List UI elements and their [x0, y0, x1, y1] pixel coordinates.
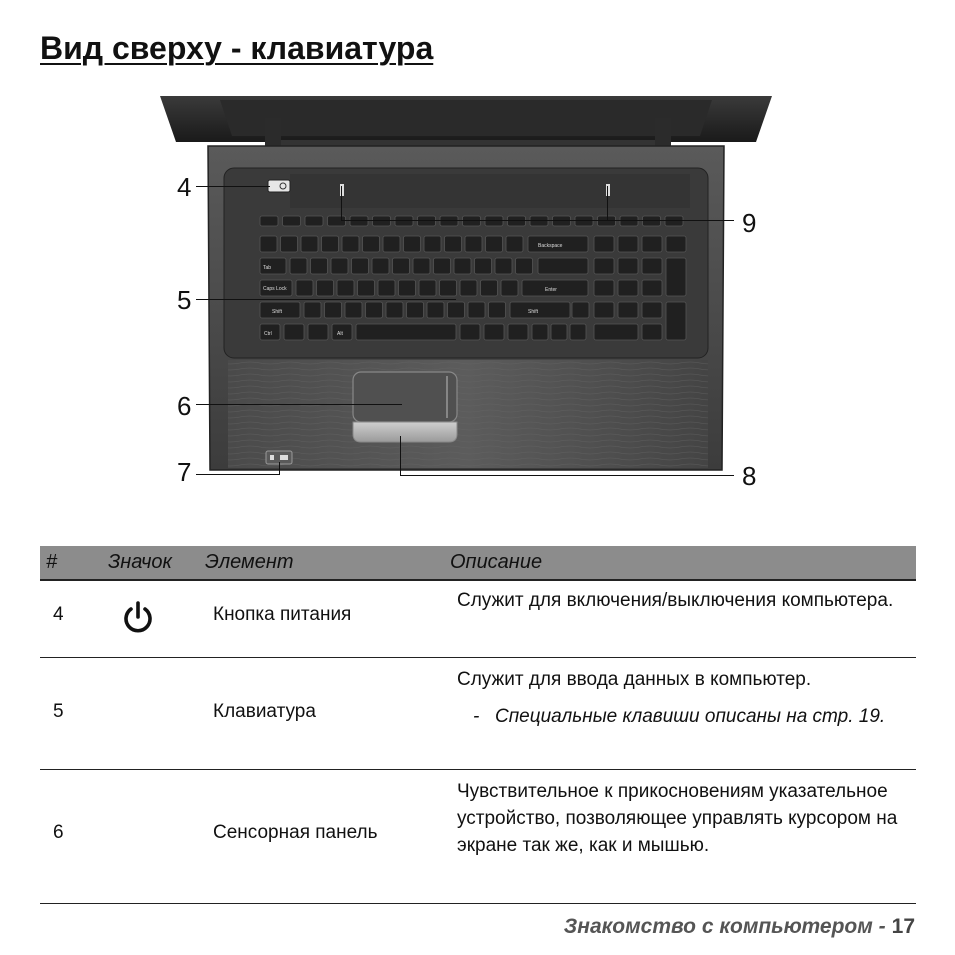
keyboard-key: [495, 258, 512, 274]
keyboard-key: [618, 258, 638, 274]
leader-line-9-right-down: [607, 186, 608, 220]
keyboard-key: [373, 216, 391, 226]
keyboard-key: [345, 302, 362, 318]
keyboard-key: [358, 280, 375, 296]
keyboard-key: [427, 302, 444, 318]
callout-5: 5: [177, 285, 192, 315]
space-bar: [356, 324, 456, 340]
keyboard-key: [572, 302, 589, 318]
speaker-grille: [290, 174, 690, 208]
touchpad: [353, 372, 457, 422]
keyboard-key: [440, 216, 458, 226]
keyboard-key: [399, 280, 416, 296]
keyboard-key: [296, 280, 313, 296]
page-footer: [564, 915, 915, 939]
keyboard-key: [342, 236, 359, 252]
keyboard-key: [508, 216, 526, 226]
row-description: [457, 587, 912, 614]
footer-section-title: Знакомство с компьютером -: [563, 915, 886, 938]
leader-line-7: [196, 474, 280, 475]
keyboard-key: [532, 324, 548, 340]
description-text: Служит для включения/выключения компьютера.: [457, 590, 894, 611]
keyboard-key: [331, 258, 348, 274]
keyboard-key: [618, 280, 638, 296]
keyboard-key: [594, 236, 614, 252]
keyboard-key: [308, 324, 328, 340]
keyboard-key: [350, 216, 368, 226]
keyboard-key: [395, 216, 413, 226]
keyboard-key: [618, 236, 638, 252]
keyboard-key: [337, 280, 354, 296]
keyboard-key: [284, 324, 304, 340]
keyboard-key: [666, 236, 686, 252]
keyboard-key: [460, 324, 480, 340]
keyboard-key: [325, 302, 342, 318]
keyboard-key: [311, 258, 328, 274]
header-description: Описание: [450, 551, 543, 573]
keyboard-key: [440, 280, 457, 296]
enter-key-label: Enter: [545, 287, 557, 293]
row-element: Клавиатура: [213, 701, 316, 722]
row-num: 5: [53, 701, 64, 722]
row-description: [457, 666, 912, 730]
table-row: [40, 658, 916, 770]
touchpad-buttons: [353, 422, 457, 442]
keyboard-key: [305, 216, 323, 226]
callout-9: 9: [742, 208, 757, 238]
description-text: Чувствительное к прикосновениям указательное устройство, позволяющее управлять курсором на экране так же, как и мышью.: [457, 781, 898, 856]
callout-8: 8: [742, 461, 757, 491]
keyboard-key: [393, 258, 410, 274]
keyboard-key: [551, 324, 567, 340]
right-shift-key: [510, 302, 570, 318]
leader-line-8-down: [400, 436, 401, 475]
keyboard-key: [485, 216, 503, 226]
keyboard-key: [642, 324, 662, 340]
keyboard-key: [642, 258, 662, 274]
row-element: Кнопка питания: [213, 604, 352, 625]
caps-lock-key-label: Caps Lock: [263, 286, 287, 292]
keyboard-key: [594, 324, 638, 340]
keyboard-key: [665, 216, 683, 226]
row-num: 6: [53, 822, 64, 843]
keyboard-key: [317, 280, 334, 296]
leader-line-5: [196, 299, 456, 300]
leader-line-7-up: [279, 462, 280, 474]
keyboard-key: [283, 216, 301, 226]
keyboard-key: [594, 280, 614, 296]
keyboard-key: [489, 302, 506, 318]
keyboard-key: [260, 236, 277, 252]
power-icon: [120, 600, 156, 642]
callout-6: 6: [177, 391, 192, 421]
keyboard-key: [424, 236, 441, 252]
description-text: Служит для ввода данных в компьютер.: [457, 669, 812, 690]
keyboard-key: [642, 236, 662, 252]
keyboard-key: [643, 216, 661, 226]
tab-key-label: Tab: [263, 265, 272, 271]
keyboard-key: [434, 258, 451, 274]
header-icon: Значок: [108, 551, 172, 573]
table-row: [40, 770, 916, 904]
keyboard-key: [352, 258, 369, 274]
keyboard-key: [618, 302, 638, 318]
keyboard-key: [460, 280, 477, 296]
keyboard-key: [508, 324, 528, 340]
keyboard-key: [468, 302, 485, 318]
page-title: Вид сверху - клавиатура: [40, 30, 434, 66]
laptop-drawing: [160, 90, 772, 475]
keyboard-key: [378, 280, 395, 296]
callout-4: 4: [177, 172, 192, 202]
keyboard-key: [445, 236, 462, 252]
keyboard-key: [620, 216, 638, 226]
keyboard-key: [383, 236, 400, 252]
callout-7: 7: [177, 457, 192, 487]
keyboard-key: [570, 324, 586, 340]
keyboard-key: [386, 302, 403, 318]
keyboard-key: [516, 258, 533, 274]
keyboard-key: [501, 280, 518, 296]
keyboard-key: [538, 258, 588, 274]
laptop-top-view-illustration: [160, 90, 772, 475]
power-button: [268, 180, 290, 192]
keyboard-key: [290, 258, 307, 274]
keyboard-key: [454, 258, 471, 274]
row-description: [457, 778, 902, 859]
keyboard-key: [530, 216, 548, 226]
keyboard-key: [594, 258, 614, 274]
keyboard-key: [301, 236, 318, 252]
table-row: [40, 581, 916, 658]
keyboard-key: [465, 236, 482, 252]
keyboard-key: [666, 258, 686, 296]
keyboard-key: [575, 216, 593, 226]
keyboard-key: [484, 324, 504, 340]
leader-line-9-left-down: [341, 186, 342, 220]
keyboard-key: [413, 258, 430, 274]
keyboard-key: [366, 302, 383, 318]
keyboard-key: [481, 280, 498, 296]
keyboard-key: [463, 216, 481, 226]
keyboard-key: [553, 216, 571, 226]
right-shift-key-label: Shift: [528, 309, 539, 315]
note-dash: -: [473, 706, 480, 727]
table-header: [40, 546, 916, 581]
keyboard-key: [281, 236, 298, 252]
keyboard-key: [642, 280, 662, 296]
keyboard-key: [418, 216, 436, 226]
leader-line-9: [341, 220, 734, 221]
leader-line-4: [196, 186, 270, 187]
keyboard-key: [475, 258, 492, 274]
header-num: #: [46, 551, 58, 573]
header-element: Элемент: [205, 551, 294, 573]
note-text: Специальные клавиши описаны на стр. 19.: [495, 706, 886, 727]
leader-line-8: [400, 475, 734, 476]
backspace-key-label: Backspace: [538, 243, 563, 249]
alt-key-label: Alt: [337, 331, 343, 337]
keyboard-key: [407, 302, 424, 318]
keyboard-key: [363, 236, 380, 252]
keyboard-key: [260, 216, 278, 226]
left-shift-key-label: Shift: [272, 309, 283, 315]
row-num: 4: [53, 604, 64, 625]
keyboard-key: [304, 302, 321, 318]
row-element: Сенсорная панель: [213, 822, 378, 843]
ctrl-key-label: Ctrl: [264, 331, 272, 337]
keyboard-key: [594, 302, 614, 318]
keyboard-key: [666, 302, 686, 340]
note: [457, 703, 912, 730]
keyboard-key: [328, 216, 346, 226]
keyboard-key: [419, 280, 436, 296]
page-number: 17: [891, 915, 915, 938]
keyboard-key: [448, 302, 465, 318]
keyboard-key: [372, 258, 389, 274]
keyboard-key: [486, 236, 503, 252]
keyboard-key: [322, 236, 339, 252]
components-table: [40, 546, 916, 904]
keyboard-key: [642, 302, 662, 318]
keyboard-key: [404, 236, 421, 252]
keyboard-key: [506, 236, 523, 252]
leader-line-6: [196, 404, 402, 405]
